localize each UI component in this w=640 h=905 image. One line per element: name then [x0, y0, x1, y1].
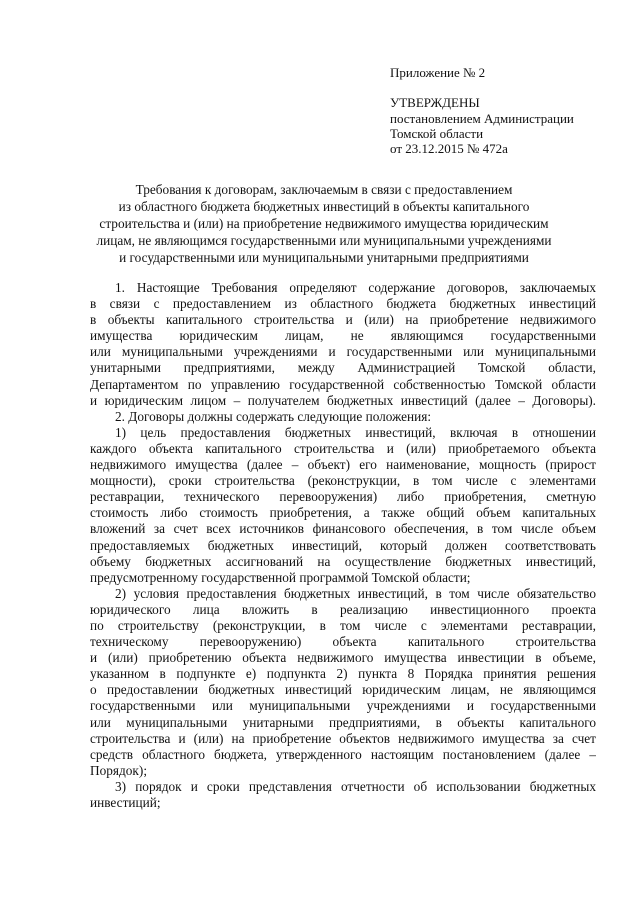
approval-line-3: от 23.12.2015 № 472а [390, 141, 508, 156]
body-line: указанном в подпункте е) подпункта 2) пункта 8 Порядка принятия решения [90, 666, 596, 682]
body-line: стоимость либо стоимость приобретения, а также общий объем капитальных [90, 505, 596, 521]
body-line: техническому перевооружению) объекта капитального строительства [90, 634, 596, 650]
body-line: 1. Настоящие Требования определяют содержание договоров, заключаемых [115, 280, 596, 295]
approved-label: УТВЕРЖДЕНЫ [390, 95, 480, 110]
body-line: 2) условия предоставления бюджетных инвестиций, в том числе обязательство [115, 585, 596, 601]
body-line: и (или) приобретению объекта недвижимого имущества инвестиции в объеме, [90, 650, 596, 666]
body-line: вложений за счет всех источников финансового обеспечения, в том числе объем [90, 521, 596, 537]
body-line: юридического лица вложить в реализацию инвестиционного проекта [90, 601, 596, 617]
document-body [90, 280, 596, 811]
body-line: строительства и (или) на приобретение объектов недвижимого имущества за счет [90, 730, 596, 746]
body-line: 3) порядок и сроки представления отчетности об использовании бюджетных [115, 778, 596, 794]
body-line: мощности), сроки строительства (реконструкции, в том числе с элементами [90, 473, 596, 489]
body-line: Департаментом по управлению государственной собственностью Томской области [90, 376, 596, 392]
document-title [60, 181, 588, 266]
body-line: каждого объекта капитального строительства и (или) приобретаемого объекта [90, 440, 596, 456]
body-line: предусмотренному государственной программой Томской области; [90, 569, 471, 585]
approval-line-1: постановлением Администрации [390, 111, 574, 126]
body-line: по строительству (реконструкции, в том числе с элементами реставрации, [90, 617, 596, 633]
body-line: Порядок); [90, 762, 148, 778]
body-line: или муниципальными учреждениями и государственными или муниципальными [90, 344, 596, 360]
body-line: в связи с предоставлением из областного бюджета бюджетных инвестиций [90, 296, 596, 312]
body-line: о предоставлении бюджетных инвестиций юридическим лицам, не являющимся [90, 682, 596, 698]
body-line: унитарными предприятиями, между Администрацией Томской области, [90, 360, 596, 376]
body-line: реставрации, технического перевооружения) либо приобретения, сметную [90, 489, 596, 505]
body-line: в объекты капитального строительства и (или) на приобретение недвижимого [90, 312, 596, 328]
body-line: 2. Договоры должны содержать следующие положения: [115, 408, 432, 424]
title-line: лицам, не являющимся государственными или муниципальными учреждениями [96, 233, 552, 248]
body-line: объему бюджетных ассигнований на осуществление бюджетных инвестиций, [90, 553, 596, 569]
body-line: или муниципальными унитарными предприятиями, в объекты капитального [90, 714, 596, 730]
title-line: и государственными или муниципальными унитарными предприятиями [119, 250, 529, 265]
body-line: инвестиций; [90, 795, 161, 810]
body-line: государственными или муниципальными учреждениями и государственными [90, 698, 596, 714]
body-line: предоставляемых бюджетных инвестиций, который должен соответствовать [90, 537, 596, 553]
title-line: Требования к договорам, заключаемым в связи с предоставлением [135, 182, 513, 197]
body-line: средств областного бюджета, утвержденного настоящим постановлением (далее – [90, 746, 596, 762]
body-line: имущества юридическим лицам, не являющимся государственными [90, 328, 596, 344]
title-line: строительства и (или) на приобретение недвижимого имущества юридическим [99, 216, 549, 231]
body-line: недвижимого имущества (далее – объект) его наименование, мощность (прирост [90, 457, 596, 473]
body-line: и юридическим лицом – получателем бюджетных инвестиций (далее – Договоры). [90, 392, 596, 408]
approval-line-2: Томской области [390, 126, 484, 141]
appendix-label: Приложение № 2 [390, 65, 486, 80]
body-line: 1) цель предоставления бюджетных инвестиций, включая в отношении [115, 424, 596, 440]
title-line: из областного бюджета бюджетных инвестиций в объекты капитального [118, 199, 530, 214]
